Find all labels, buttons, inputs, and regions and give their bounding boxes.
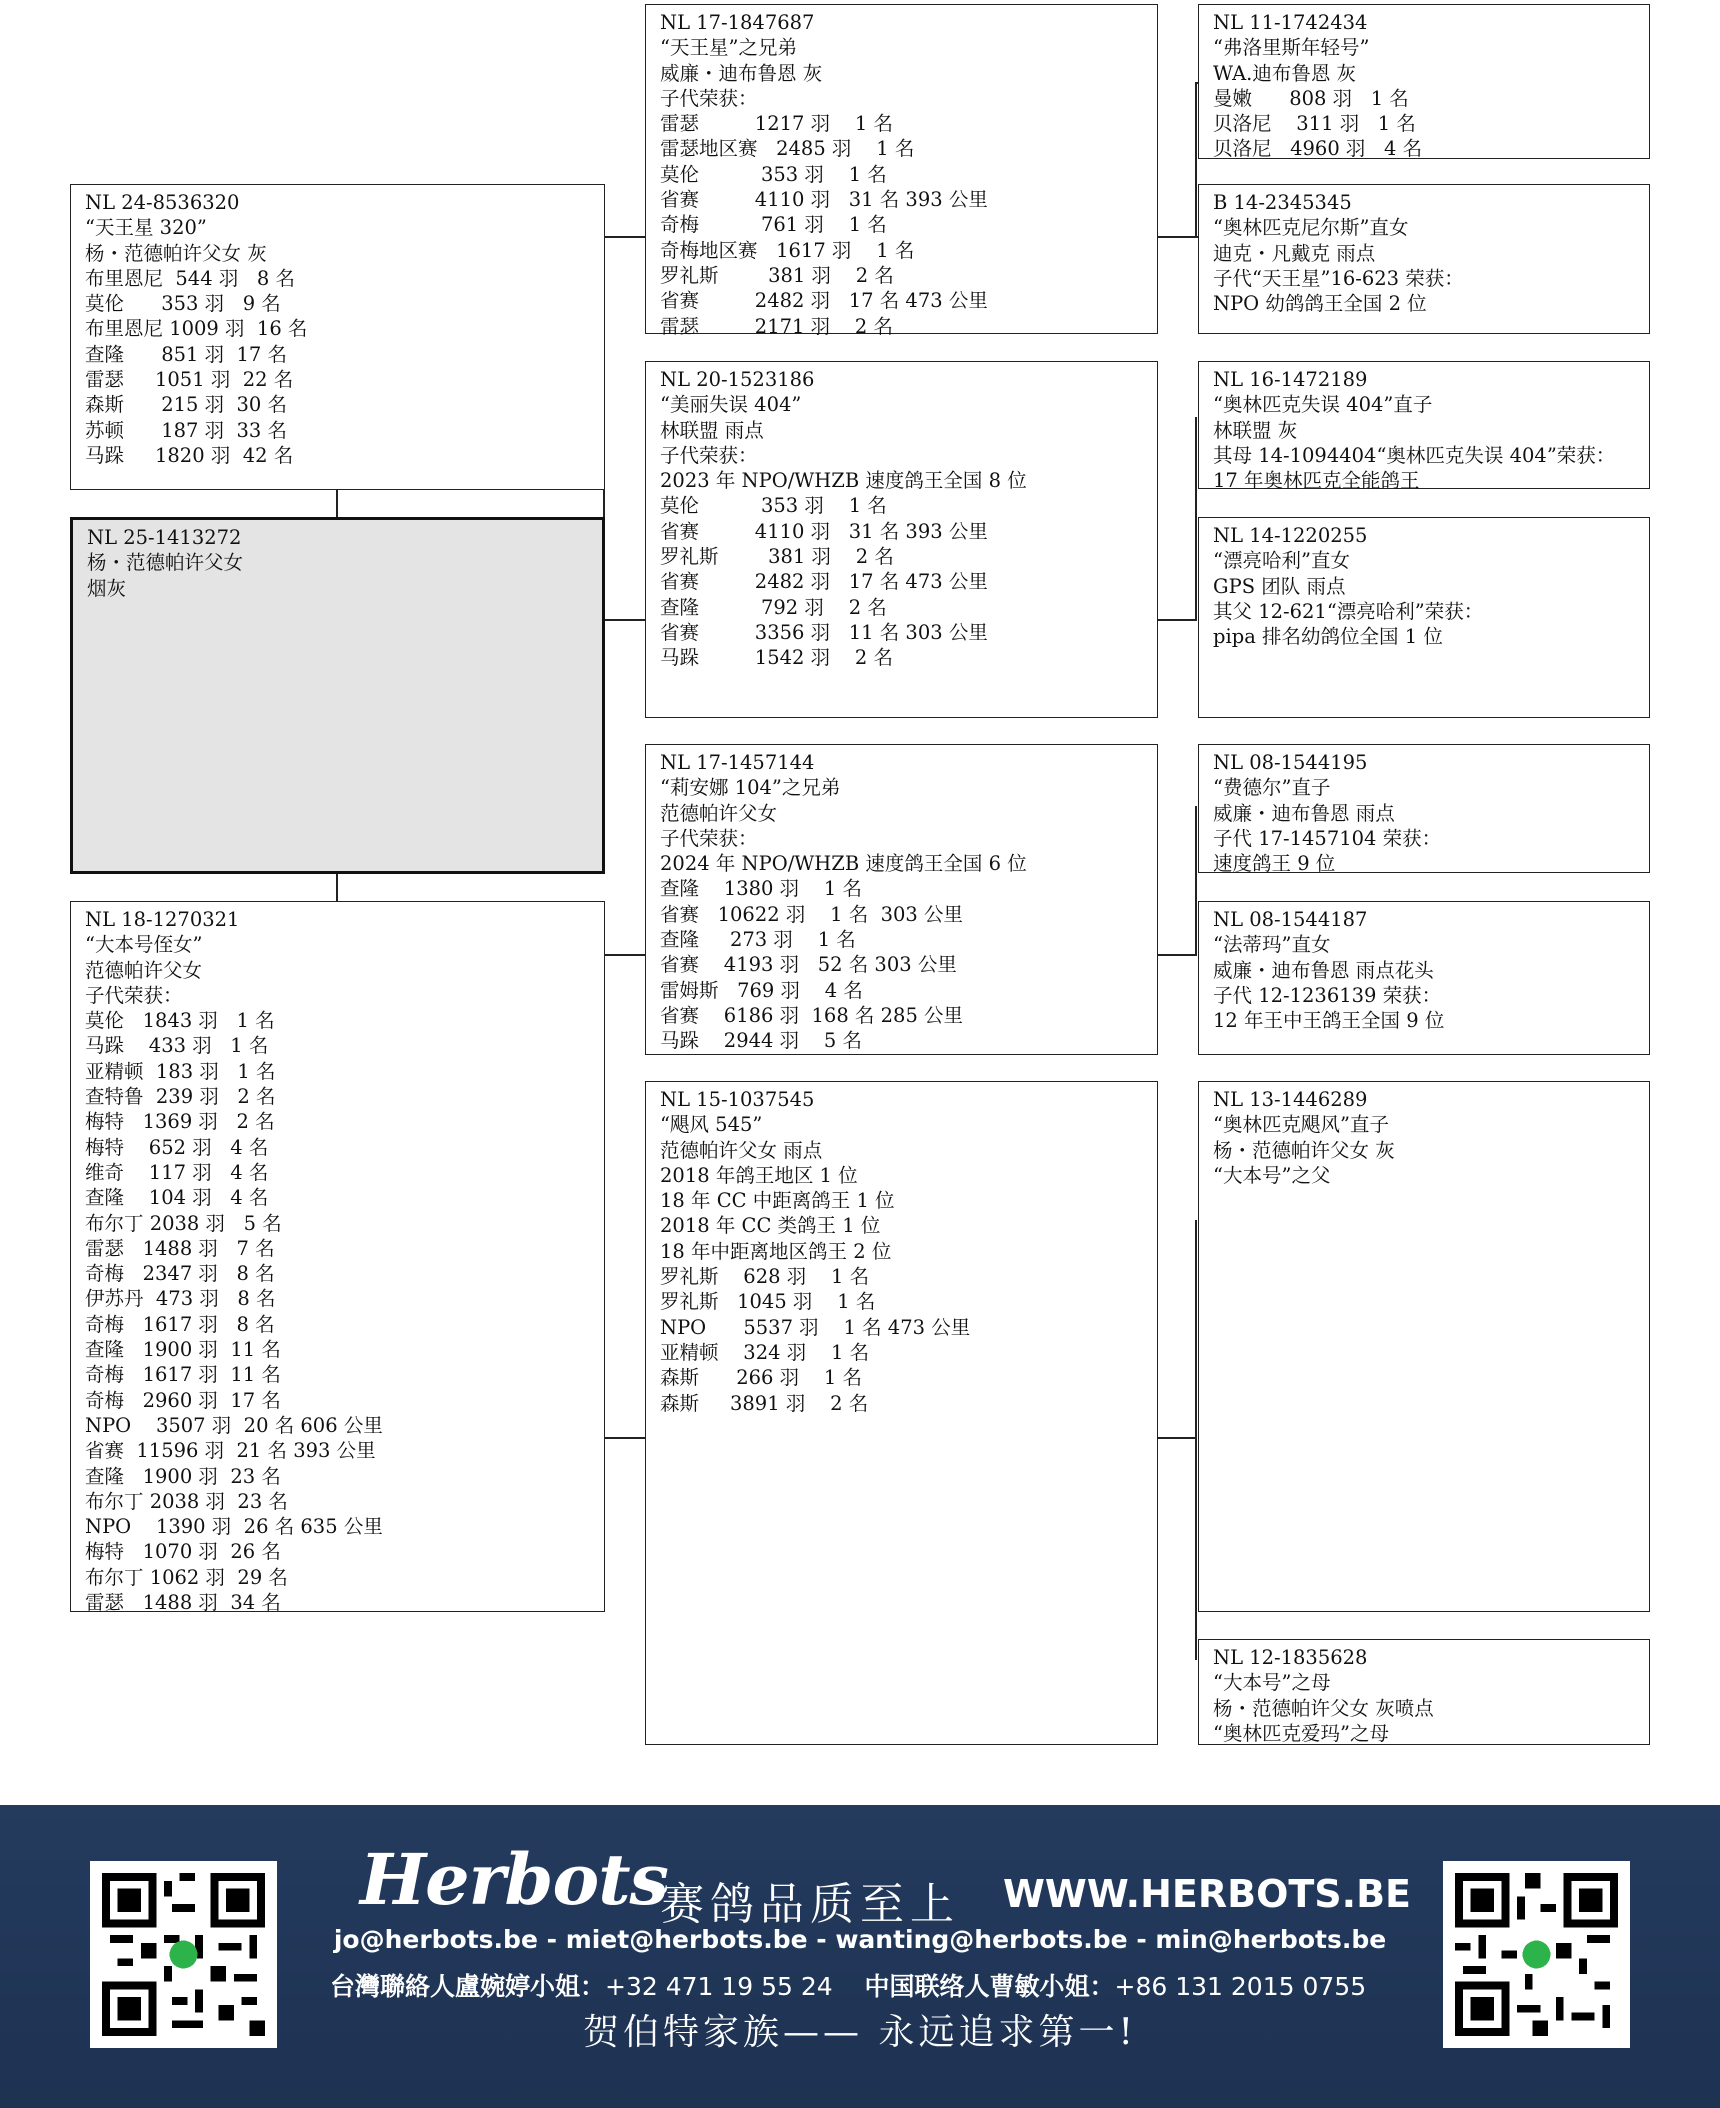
pedigree-line: “费德尔”直子: [1213, 776, 1331, 800]
pedigree-line: 子代荣获：: [660, 443, 758, 467]
pedigree-line: 莫伦 353 羽 9 名: [85, 292, 281, 316]
pedigree-line: “天王星 320”: [85, 216, 207, 240]
pedigree-line: NL 15-1037545: [660, 1088, 815, 1111]
pedigree-box-sire-sire: [645, 4, 1158, 338]
pedigree-line: 林联盟 灰: [1213, 418, 1298, 442]
pedigree-line: “美丽失误 404”: [660, 393, 802, 417]
pedigree-line: 省赛 10622 羽 1 名 303 公里: [660, 902, 964, 926]
pedigree-line: NL 12-1835628: [1213, 1646, 1368, 1669]
connector-dam-dam-h: [603, 1437, 645, 1439]
pedigree-line: 范德帕许父女 雨点: [660, 1138, 823, 1162]
pedigree-line: 奇梅 1617 羽 8 名: [85, 1312, 275, 1336]
pedigree-line: “漂亮哈利”直女: [1213, 549, 1350, 573]
pedigree-box-subject: [70, 517, 605, 874]
pedigree-box-dam: [70, 901, 605, 1615]
pedigree-line: NL 08-1544195: [1213, 751, 1368, 774]
pedigree-line: 奇梅 1617 羽 11 名: [85, 1363, 281, 1387]
pedigree-line: 12 年王中王鸽王全国 9 位: [1213, 1009, 1445, 1033]
pedigree-line: 雷瑟地区赛 2485 羽 1 名: [660, 137, 915, 161]
pedigree-line: 子代“天王星”16-623 荣获：: [1213, 266, 1464, 290]
connector-dam-branch-h: [603, 954, 645, 956]
pedigree-line: 范德帕许父女: [660, 801, 778, 825]
pedigree-box-sire: [70, 184, 605, 490]
pedigree-line: 奇梅地区赛 1617 羽 1 名: [660, 238, 915, 262]
pedigree-box-gg-8: [1198, 1639, 1650, 1745]
pedigree-line: “天王星”之兄弟: [660, 36, 797, 60]
pedigree-line: NL 18-1270321: [85, 908, 240, 931]
pedigree-line: 省赛 2482 羽 17 名 473 公里: [660, 289, 988, 313]
connector-sire-branch-h: [603, 236, 645, 238]
pedigree-line: 苏顿 187 羽 33 名: [85, 418, 288, 442]
pedigree-line: 梅特 652 羽 4 名: [85, 1135, 269, 1159]
pedigree-line: “大本号侄女”: [85, 933, 203, 957]
pedigree-line: “莉安娜 104”之兄弟: [660, 776, 841, 800]
family-slogan: 贺伯特家族—— 永远追求第一!: [583, 2012, 1137, 2053]
pedigree-line: 杨・范德帕许父女 灰: [85, 241, 267, 265]
pedigree-line: 贝洛尼 311 羽 1 名: [1213, 112, 1416, 136]
pedigree-line: 雷姆斯 769 羽 4 名: [660, 978, 863, 1002]
pedigree-box-gg-5: [1198, 744, 1650, 876]
pedigree-line: 森斯 3891 羽 2 名: [660, 1391, 869, 1415]
pedigree-line: 雷瑟 1217 羽 1 名: [660, 112, 894, 136]
pedigree-line: pipa 排名幼鸽位全国 1 位: [1213, 625, 1443, 649]
pedigree-line: 17 年奥林匹克全能鸽王: [1213, 469, 1420, 493]
connector-dd-h: [1157, 1437, 1197, 1439]
pedigree-line: 维奇 117 羽 4 名: [85, 1160, 269, 1184]
pedigree-line: 罗礼斯 381 羽 2 名: [660, 263, 894, 287]
pedigree-box-dam-dam: [645, 1081, 1158, 1745]
pedigree-line: 布里恩尼 1009 羽 16 名: [85, 317, 308, 341]
pedigree-line: 威廉・迪布鲁恩 雨点花头: [1213, 958, 1434, 982]
pedigree-line: WA.迪布鲁恩 灰: [1213, 61, 1357, 85]
connector-subject-dam: [336, 873, 338, 901]
pedigree-line: 其母 14-1094404“奥林匹克失误 404”荣获：: [1213, 443, 1616, 467]
pedigree-box-gg-7: [1198, 1081, 1650, 1612]
pedigree-line: 2024 年 NPO/WHZB 速度鸽王全国 6 位: [660, 852, 1027, 876]
connector-sd-v: [1195, 417, 1197, 621]
pedigree-line: 马跺 1542 羽 2 名: [660, 646, 894, 670]
pedigree-line: 其父 12-621“漂亮哈利”荣获：: [1213, 599, 1484, 623]
pedigree-line: NL 20-1523186: [660, 368, 815, 391]
contact-cn-label: 中国联络人曹敏小姐：: [864, 1972, 1115, 2001]
pedigree-line: 罗礼斯 381 羽 2 名: [660, 545, 894, 569]
pedigree-line: 奇梅 761 羽 1 名: [660, 213, 887, 237]
pedigree-line: B 14-2345345: [1213, 191, 1352, 214]
pedigree-line: 查特鲁 239 羽 2 名: [85, 1085, 276, 1109]
pedigree-line: 林联盟 雨点: [660, 418, 764, 442]
pedigree-line: 杨・范德帕许父女: [87, 551, 244, 575]
email-links[interactable]: jo@herbots.be - miet@herbots.be - wanting@herbots.be - min@herbots.be: [333, 1925, 1387, 1954]
pedigree-line: NL 16-1472189: [1213, 368, 1368, 391]
pedigree-line: NL 11-1742434: [1213, 11, 1368, 34]
pedigree-line: 莫伦 353 羽 1 名: [660, 162, 887, 186]
pedigree-box-gg-1: [1198, 4, 1650, 159]
pedigree-line: 查隆 104 羽 4 名: [85, 1186, 269, 1210]
connector-sire-dam-h: [603, 619, 645, 621]
pedigree-box-sire-dam: [645, 361, 1158, 718]
pedigree-line: 省赛 6186 羽 168 名 285 公里: [660, 1003, 964, 1027]
pedigree-line: 奇梅 2960 羽 17 名: [85, 1388, 281, 1412]
contact-tw-phone[interactable]: +32 471 19 55 24: [605, 1972, 833, 2001]
pedigree-line: 马跺 1820 羽 42 名: [85, 443, 294, 467]
contact-tw-label: 台灣聯絡人盧婉婷小姐：: [330, 1972, 606, 2001]
website-link[interactable]: WWW.HERBOTS.BE: [1003, 1872, 1412, 1916]
pedigree-line: “法蒂玛”直女: [1213, 933, 1331, 957]
pedigree-line: 森斯 215 羽 30 名: [85, 393, 288, 417]
pedigree-line: 伊苏丹 473 羽 8 名: [85, 1287, 276, 1311]
pedigree-line: 亚精顿 183 羽 1 名: [85, 1059, 276, 1083]
pedigree-line: 查隆 851 羽 17 名: [85, 342, 288, 366]
pedigree-line: 布尔丁 2038 羽 23 名: [85, 1489, 288, 1513]
pedigree-line: 雷瑟 1488 羽 34 名: [85, 1591, 281, 1615]
pedigree-line: 亚精顿 324 羽 1 名: [660, 1340, 870, 1364]
pedigree-line: 子代荣获：: [660, 86, 758, 110]
pedigree-line: 马跺 2944 羽 5 名: [660, 1029, 863, 1053]
pedigree-line: 子代 12-1236139 荣获：: [1213, 983, 1442, 1007]
pedigree-box-dam-sire: [645, 744, 1158, 1055]
pedigree-line: 18 年中距离地区鸽王 2 位: [660, 1239, 892, 1263]
pedigree-line: 罗礼斯 628 羽 1 名: [660, 1265, 870, 1289]
pedigree-line: 威廉・迪布鲁恩 雨点: [1213, 801, 1395, 825]
pedigree-line: “奥林匹克尼尔斯”直女: [1213, 216, 1409, 240]
pedigree-line: 查隆 792 羽 2 名: [660, 595, 887, 619]
pedigree-line: NPO 5537 羽 1 名 473 公里: [660, 1315, 971, 1339]
pedigree-line: NPO 3507 羽 20 名 606 公里: [85, 1413, 383, 1437]
brand-tagline: 赛鸽品质至上: [660, 1879, 960, 1930]
pedigree-line: NPO 1390 羽 26 名 635 公里: [85, 1515, 383, 1539]
pedigree-line: 贝洛尼 4960 羽 4 名: [1213, 137, 1423, 161]
pedigree-line: “奥林匹克失误 404”直子: [1213, 393, 1433, 417]
pedigree-line: 杨・范德帕许父女 灰: [1213, 1138, 1395, 1162]
pedigree-line: 子代荣获：: [85, 983, 183, 1007]
pedigree-line: 马跺 433 羽 1 名: [85, 1034, 269, 1058]
pedigree-line: 子代荣获：: [660, 826, 758, 850]
pedigree-line: “大本号”之母: [1213, 1671, 1331, 1695]
pedigree-line: 2018 年鸽王地区 1 位: [660, 1163, 858, 1187]
connector-sire-subject: [336, 489, 338, 517]
pedigree-line: 查隆 273 羽 1 名: [660, 928, 856, 952]
pedigree-line: 子代 17-1457104 荣获：: [1213, 826, 1442, 850]
pedigree-line: 18 年 CC 中距离鸽王 1 位: [660, 1189, 895, 1213]
pedigree-line: NL 25-1413272: [87, 526, 242, 549]
pedigree-line: 迪克・凡戴克 雨点: [1213, 241, 1376, 265]
connector-sd-h: [1157, 619, 1197, 621]
pedigree-line: 布尔丁 1062 羽 29 名: [85, 1565, 288, 1589]
pedigree-line: “弗洛里斯年轻号”: [1213, 36, 1370, 60]
pedigree-line: 曼嫩 808 羽 1 名: [1213, 86, 1409, 110]
pedigree-line: NL 17-1457144: [660, 751, 815, 774]
pedigree-line: 梅特 1070 羽 26 名: [85, 1540, 281, 1564]
pedigree-line: “飓风 545”: [660, 1113, 763, 1137]
pedigree-line: 省赛 4110 羽 31 名 393 公里: [660, 188, 988, 212]
pedigree-line: 雷瑟 2171 羽 2 名: [660, 314, 894, 338]
pedigree-line: 雷瑟 1488 羽 7 名: [85, 1236, 275, 1260]
pedigree-line: 莫伦 1843 羽 1 名: [85, 1009, 275, 1033]
pedigree-line: 范德帕许父女: [85, 958, 203, 982]
contact-info: [330, 1967, 1366, 2003]
connector-ss-h: [1157, 236, 1197, 238]
pedigree-line: “奥林匹克爱玛”之母: [1213, 1721, 1389, 1745]
pedigree-box-gg-2: [1198, 184, 1650, 334]
pedigree-line: “奥林匹克飓风”直子: [1213, 1113, 1389, 1137]
pedigree-line: 莫伦 353 羽 1 名: [660, 494, 887, 518]
pedigree-line: 罗礼斯 1045 羽 1 名: [660, 1290, 876, 1314]
pedigree-line: 布里恩尼 544 羽 8 名: [85, 266, 296, 290]
pedigree-line: 查隆 1380 羽 1 名: [660, 877, 863, 901]
pedigree-line: 省赛 4110 羽 31 名 393 公里: [660, 519, 988, 543]
pedigree-box-gg-3: [1198, 361, 1650, 493]
pedigree-line: 速度鸽王 9 位: [1213, 852, 1336, 876]
pedigree-line: 杨・范德帕许父女 灰喷点: [1213, 1696, 1434, 1720]
connector-dd-v: [1195, 1220, 1197, 1660]
connector-ds-v: [1195, 806, 1197, 956]
pedigree-box-gg-4: [1198, 517, 1650, 718]
pedigree-line: 查隆 1900 羽 23 名: [85, 1464, 281, 1488]
pedigree-line: 省赛 2482 羽 17 名 473 公里: [660, 570, 988, 594]
brand-logo: Herbots: [360, 1838, 668, 1921]
pedigree-line: 布尔丁 2038 羽 5 名: [85, 1211, 282, 1235]
pedigree-line: 省赛 3356 羽 11 名 303 公里: [660, 620, 988, 644]
pedigree-line: 省赛 11596 羽 21 名 393 公里: [85, 1439, 376, 1463]
connector-ds-h: [1157, 954, 1197, 956]
pedigree-line: 威廉・迪布鲁恩 灰: [660, 61, 823, 85]
pedigree-line: NL 14-1220255: [1213, 524, 1368, 547]
pedigree-line: NL 08-1544187: [1213, 908, 1368, 931]
pedigree-line: 2018 年 CC 类鸽王 1 位: [660, 1214, 881, 1238]
pedigree-line: NPO 幼鸽鸽王全国 2 位: [1213, 292, 1427, 316]
pedigree-line: 雷瑟 1051 羽 22 名: [85, 368, 294, 392]
pedigree-line: 省赛 4193 羽 52 名 303 公里: [660, 953, 957, 977]
pedigree-line: 梅特 1369 羽 2 名: [85, 1110, 275, 1134]
pedigree-line: “大本号”之父: [1213, 1163, 1331, 1187]
pedigree-line: NL 13-1446289: [1213, 1088, 1368, 1111]
connector-ss-v: [1195, 82, 1197, 236]
pedigree-line: 奇梅 2347 羽 8 名: [85, 1262, 275, 1286]
contact-cn-phone[interactable]: +86 131 2015 0755: [1114, 1972, 1367, 2001]
pedigree-line: 烟灰: [87, 576, 127, 600]
pedigree-line: GPS 团队 雨点: [1213, 574, 1346, 598]
pedigree-line: 2023 年 NPO/WHZB 速度鸽王全国 8 位: [660, 469, 1027, 493]
pedigree-line: 查隆 1900 羽 11 名: [85, 1338, 281, 1362]
pedigree-line: NL 17-1847687: [660, 11, 815, 34]
pedigree-line: 森斯 266 羽 1 名: [660, 1366, 863, 1390]
pedigree-box-gg-6: [1198, 901, 1650, 1055]
pedigree-line: NL 24-8536320: [85, 191, 240, 214]
